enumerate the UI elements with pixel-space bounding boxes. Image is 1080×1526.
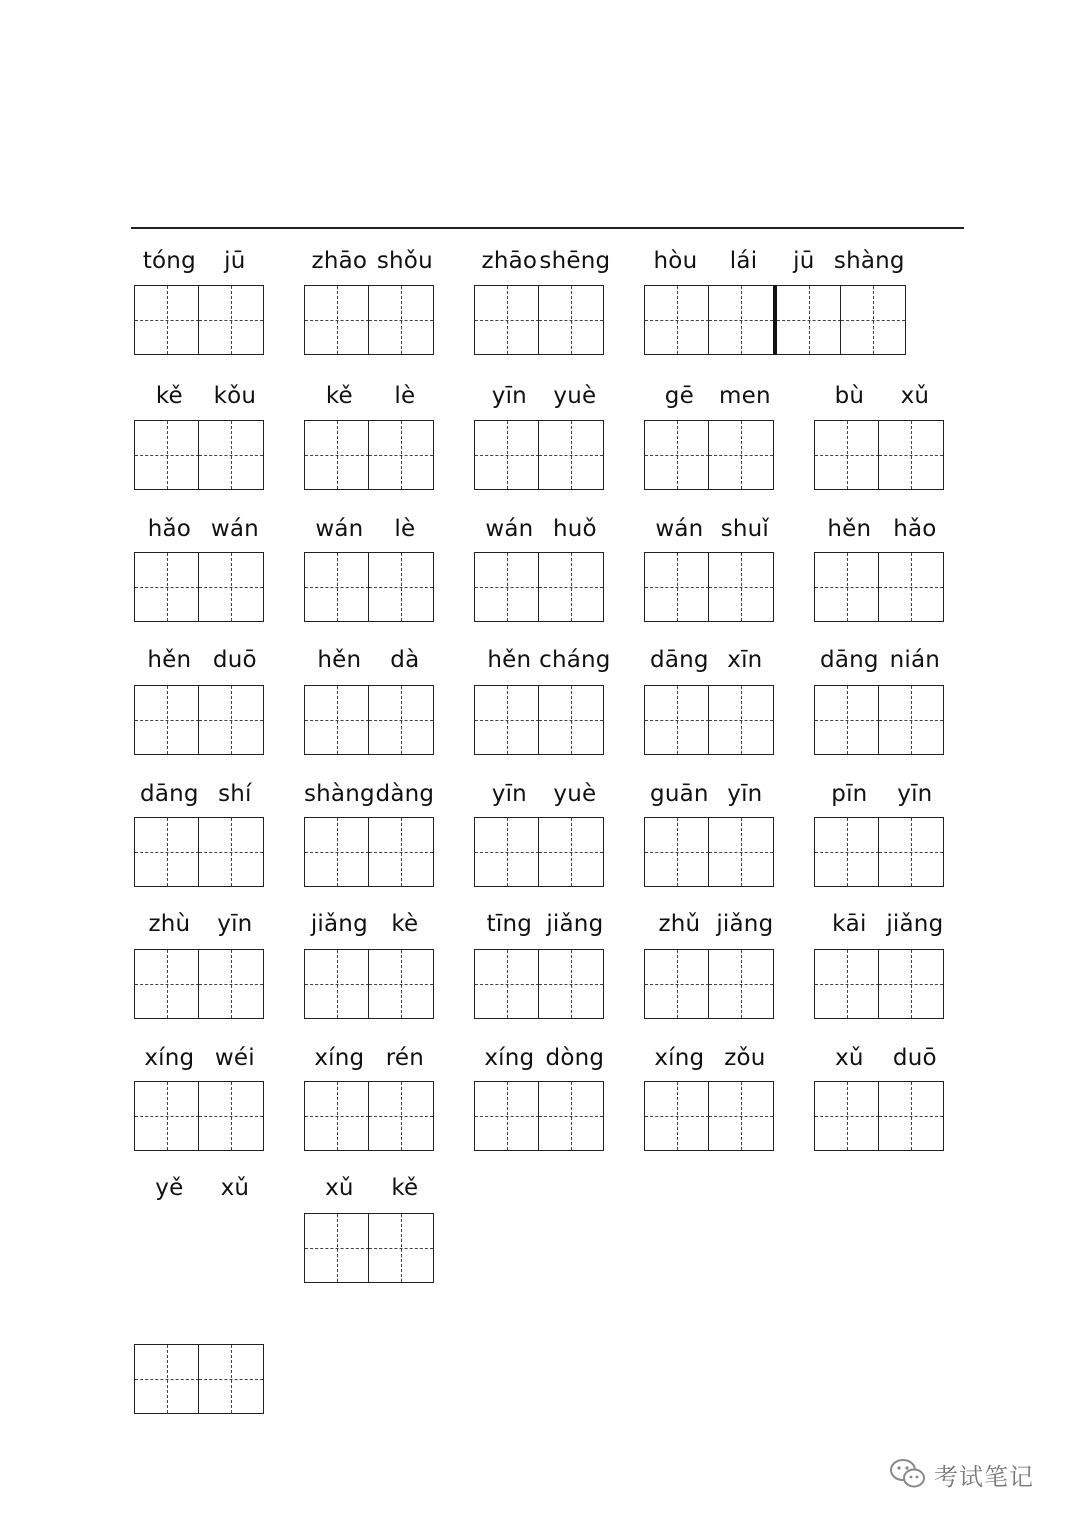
pinyin-syllable: kě <box>325 383 353 409</box>
pinyin-syllable: shàng <box>833 248 905 274</box>
pinyin-syllable: zhù <box>148 911 191 937</box>
writing-cell[interactable] <box>474 552 540 622</box>
writing-cell[interactable] <box>134 685 200 755</box>
pinyin-group <box>474 1041 605 1075</box>
pinyin-syllable: kāi <box>832 911 867 937</box>
pinyin-group <box>134 244 265 278</box>
writing-cell[interactable] <box>474 817 540 887</box>
writing-cell[interactable] <box>304 552 370 622</box>
writing-cell[interactable] <box>814 685 880 755</box>
group-31-writing-boxes <box>474 1081 604 1151</box>
writing-cell[interactable] <box>878 817 944 887</box>
pinyin-syllable: wéi <box>214 1045 255 1071</box>
pinyin-group <box>304 777 435 811</box>
writing-cell[interactable] <box>134 949 200 1019</box>
pinyin-syllable: jiǎng <box>310 911 368 937</box>
writing-cell[interactable] <box>840 285 906 355</box>
writing-cell[interactable] <box>368 552 434 622</box>
pinyin-group <box>644 777 775 811</box>
writing-cell[interactable] <box>773 285 842 355</box>
group-18-writing-boxes <box>814 685 944 755</box>
pinyin-group <box>134 512 265 546</box>
top-rule <box>131 227 964 229</box>
writing-cell[interactable] <box>198 285 264 355</box>
writing-cell[interactable] <box>304 1081 370 1151</box>
writing-cell[interactable] <box>134 1081 200 1151</box>
writing-cell[interactable] <box>644 1081 710 1151</box>
pinyin-syllable: rén <box>385 1045 424 1071</box>
writing-cell[interactable] <box>538 949 604 1019</box>
writing-cell[interactable] <box>134 1344 200 1414</box>
pinyin-group <box>814 1041 945 1075</box>
group-32-writing-boxes <box>644 1081 774 1151</box>
pinyin-syllable: kǒu <box>213 383 257 409</box>
pinyin-group <box>134 1041 265 1075</box>
pinyin-syllable: dāng <box>650 647 709 673</box>
pinyin-group <box>644 1041 775 1075</box>
group-35-writing-boxes <box>304 1213 434 1283</box>
pinyin-group <box>474 777 605 811</box>
writing-cell[interactable] <box>708 285 774 355</box>
writing-cell[interactable] <box>538 420 604 490</box>
group-4-writing-boxes <box>134 420 264 490</box>
writing-cell[interactable] <box>304 949 370 1019</box>
pinyin-syllable: wán <box>210 516 259 542</box>
pinyin-syllable: hòu <box>653 248 698 274</box>
writing-cell[interactable] <box>878 552 944 622</box>
group-3-writing-boxes <box>644 285 906 355</box>
writing-cell[interactable] <box>538 1081 604 1151</box>
pinyin-syllable: men <box>718 383 771 409</box>
group-13-writing-boxes <box>814 552 944 622</box>
group-23-writing-boxes <box>814 817 944 887</box>
pinyin-syllable: kě <box>391 1175 419 1201</box>
pinyin-group <box>304 1041 435 1075</box>
writing-cell[interactable] <box>878 685 944 755</box>
pinyin-syllable: zhāo <box>481 248 538 274</box>
pinyin-group <box>304 643 435 677</box>
writing-cell[interactable] <box>708 552 774 622</box>
group-14-writing-boxes <box>134 685 264 755</box>
writing-cell[interactable] <box>878 1081 944 1151</box>
pinyin-syllable: lè <box>394 516 416 542</box>
pinyin-syllable: yīn <box>727 781 763 807</box>
group-25-writing-boxes <box>304 949 434 1019</box>
group-11-writing-boxes <box>474 552 604 622</box>
pinyin-group <box>814 512 945 546</box>
pinyin-syllable: shēng <box>539 248 611 274</box>
pinyin-group <box>134 643 265 677</box>
group-20-writing-boxes <box>304 817 434 887</box>
pinyin-group <box>644 907 775 941</box>
group-9-writing-boxes <box>134 552 264 622</box>
watermark-text: 考试笔记 <box>934 1462 1034 1491</box>
pinyin-syllable: xíng <box>314 1045 365 1071</box>
pinyin-syllable: zǒu <box>724 1045 766 1071</box>
pinyin-syllable: jiǎng <box>546 911 604 937</box>
writing-cell[interactable] <box>474 420 540 490</box>
pinyin-group <box>304 512 435 546</box>
pinyin-syllable: hěn <box>317 647 362 673</box>
pinyin-syllable: yě <box>155 1175 184 1201</box>
pinyin-syllable: nián <box>889 647 941 673</box>
pinyin-syllable: jū <box>793 248 815 274</box>
pinyin-syllable: lái <box>729 248 758 274</box>
pinyin-syllable: jiǎng <box>886 911 944 937</box>
pinyin-syllable: yīn <box>491 383 527 409</box>
pinyin-syllable: kě <box>155 383 183 409</box>
pinyin-syllable: dòng <box>545 1045 605 1071</box>
writing-cell[interactable] <box>644 285 710 355</box>
writing-cell[interactable] <box>198 817 264 887</box>
writing-cell[interactable] <box>198 949 264 1019</box>
pinyin-syllable: shí <box>218 781 252 807</box>
group-15-writing-boxes <box>304 685 434 755</box>
pinyin-group <box>134 1171 265 1205</box>
group-27-writing-boxes <box>644 949 774 1019</box>
writing-cell[interactable] <box>134 285 200 355</box>
writing-cell[interactable] <box>538 817 604 887</box>
group-21-writing-boxes <box>474 817 604 887</box>
writing-cell[interactable] <box>644 552 710 622</box>
writing-cell[interactable] <box>198 1081 264 1151</box>
pinyin-syllable: bù <box>834 383 865 409</box>
pinyin-syllable: dàng <box>375 781 435 807</box>
pinyin-syllable: tóng <box>142 248 196 274</box>
writing-cell[interactable] <box>368 685 434 755</box>
wechat-logo-icon <box>888 1456 928 1492</box>
pinyin-syllable: yuè <box>553 781 597 807</box>
group-16-writing-boxes <box>474 685 604 755</box>
writing-cell[interactable] <box>538 685 604 755</box>
pinyin-syllable: hěn <box>827 516 872 542</box>
pinyin-syllable: wán <box>315 516 364 542</box>
writing-cell[interactable] <box>474 285 540 355</box>
pinyin-syllable: shàng <box>303 781 375 807</box>
writing-cell[interactable] <box>708 817 774 887</box>
pinyin-group <box>304 1171 435 1205</box>
group-0-writing-boxes <box>134 285 264 355</box>
writing-cell[interactable] <box>538 552 604 622</box>
writing-cell[interactable] <box>474 685 540 755</box>
pinyin-syllable: gē <box>664 383 694 409</box>
pinyin-syllable: wán <box>485 516 534 542</box>
pinyin-syllable: hǎo <box>893 516 937 542</box>
group-5-writing-boxes <box>304 420 434 490</box>
pinyin-group <box>304 907 435 941</box>
writing-cell[interactable] <box>538 285 604 355</box>
writing-cell[interactable] <box>708 420 774 490</box>
watermark <box>888 1456 1034 1492</box>
writing-cell[interactable] <box>644 949 710 1019</box>
pinyin-group <box>814 907 945 941</box>
pinyin-syllable: shǒu <box>376 248 433 274</box>
writing-cell[interactable] <box>198 552 264 622</box>
writing-cell[interactable] <box>368 1213 434 1283</box>
group-6-writing-boxes <box>474 420 604 490</box>
pinyin-group <box>644 512 775 546</box>
writing-cell[interactable] <box>134 420 200 490</box>
pinyin-syllable: guān <box>650 781 709 807</box>
writing-cell[interactable] <box>198 1344 264 1414</box>
writing-cell[interactable] <box>198 685 264 755</box>
pinyin-syllable: wán <box>655 516 704 542</box>
pinyin-group <box>644 643 775 677</box>
pinyin-group <box>474 643 611 677</box>
writing-cell[interactable] <box>814 949 880 1019</box>
writing-cell[interactable] <box>198 420 264 490</box>
pinyin-group <box>814 643 945 677</box>
pinyin-group <box>474 512 605 546</box>
writing-cell[interactable] <box>644 420 710 490</box>
writing-cell[interactable] <box>708 685 774 755</box>
pinyin-syllable: zhǔ <box>658 911 701 937</box>
pinyin-syllable: shuǐ <box>720 516 770 542</box>
group-1-writing-boxes <box>304 285 434 355</box>
pinyin-syllable: cháng <box>539 647 611 673</box>
writing-cell[interactable] <box>474 1081 540 1151</box>
pinyin-syllable: yīn <box>217 911 253 937</box>
writing-cell[interactable] <box>134 817 200 887</box>
group-29-writing-boxes <box>134 1081 264 1151</box>
group-19-writing-boxes <box>134 817 264 887</box>
writing-cell[interactable] <box>814 817 880 887</box>
pinyin-syllable: lè <box>394 383 416 409</box>
pinyin-syllable: hěn <box>147 647 192 673</box>
group-8-writing-boxes <box>814 420 944 490</box>
writing-cell[interactable] <box>368 420 434 490</box>
group-7-writing-boxes <box>644 420 774 490</box>
writing-cell[interactable] <box>708 1081 774 1151</box>
pinyin-syllable: xǔ <box>220 1175 250 1201</box>
pinyin-syllable: hǎo <box>147 516 192 542</box>
pinyin-syllable: xíng <box>484 1045 535 1071</box>
pinyin-group <box>644 379 775 413</box>
pinyin-syllable: dāng <box>140 781 199 807</box>
group-33-writing-boxes <box>814 1081 944 1151</box>
writing-cell[interactable] <box>708 949 774 1019</box>
pinyin-syllable: xǔ <box>835 1045 864 1071</box>
pinyin-group <box>644 244 906 278</box>
pinyin-syllable: yuè <box>553 383 597 409</box>
writing-cell[interactable] <box>304 685 370 755</box>
pinyin-group <box>304 244 435 278</box>
writing-cell[interactable] <box>304 1213 370 1283</box>
writing-cell[interactable] <box>368 817 434 887</box>
pinyin-syllable: xǔ <box>900 383 930 409</box>
pinyin-group <box>134 907 265 941</box>
writing-cell[interactable] <box>814 552 880 622</box>
writing-cell[interactable] <box>814 1081 880 1151</box>
group-22-writing-boxes <box>644 817 774 887</box>
group-10-writing-boxes <box>304 552 434 622</box>
pinyin-group <box>474 907 605 941</box>
group-2-writing-boxes <box>474 285 604 355</box>
pinyin-group <box>814 379 945 413</box>
writing-cell[interactable] <box>474 949 540 1019</box>
pinyin-syllable: duō <box>212 647 257 673</box>
writing-cell[interactable] <box>644 685 710 755</box>
pinyin-syllable: dà <box>390 647 420 673</box>
pinyin-syllable: dāng <box>820 647 879 673</box>
pinyin-syllable: kè <box>391 911 419 937</box>
group-30-writing-boxes <box>304 1081 434 1151</box>
writing-cell[interactable] <box>368 949 434 1019</box>
writing-cell[interactable] <box>878 949 944 1019</box>
writing-cell[interactable] <box>134 552 200 622</box>
pinyin-syllable: jiǎng <box>716 911 774 937</box>
group-24-writing-boxes <box>134 949 264 1019</box>
group-26-writing-boxes <box>474 949 604 1019</box>
pinyin-group <box>474 379 605 413</box>
pinyin-syllable: xīn <box>727 647 763 673</box>
writing-cell[interactable] <box>814 420 880 490</box>
writing-cell[interactable] <box>368 1081 434 1151</box>
writing-cell[interactable] <box>878 420 944 490</box>
pinyin-syllable: yīn <box>897 781 933 807</box>
writing-cell[interactable] <box>368 285 434 355</box>
writing-cell[interactable] <box>644 817 710 887</box>
writing-cell[interactable] <box>304 285 370 355</box>
pinyin-group <box>474 244 611 278</box>
pinyin-syllable: duō <box>892 1045 937 1071</box>
pinyin-syllable: pīn <box>831 781 868 807</box>
group-12-writing-boxes <box>644 552 774 622</box>
pinyin-syllable: xíng <box>144 1045 195 1071</box>
pinyin-syllable: xíng <box>654 1045 705 1071</box>
group-17-writing-boxes <box>644 685 774 755</box>
pinyin-group <box>134 777 265 811</box>
pinyin-syllable: zhāo <box>311 248 368 274</box>
writing-cell[interactable] <box>304 420 370 490</box>
group-28-writing-boxes <box>814 949 944 1019</box>
pinyin-syllable: tīng <box>486 911 533 937</box>
pinyin-syllable: xǔ <box>325 1175 354 1201</box>
pinyin-group <box>814 777 945 811</box>
pinyin-group <box>134 379 265 413</box>
group-34-writing-boxes <box>134 1344 264 1414</box>
pinyin-syllable: yīn <box>491 781 527 807</box>
pinyin-syllable: huǒ <box>552 516 597 542</box>
writing-cell[interactable] <box>304 817 370 887</box>
pinyin-syllable: hěn <box>487 647 532 673</box>
pinyin-syllable: jū <box>224 248 246 274</box>
pinyin-group <box>304 379 435 413</box>
